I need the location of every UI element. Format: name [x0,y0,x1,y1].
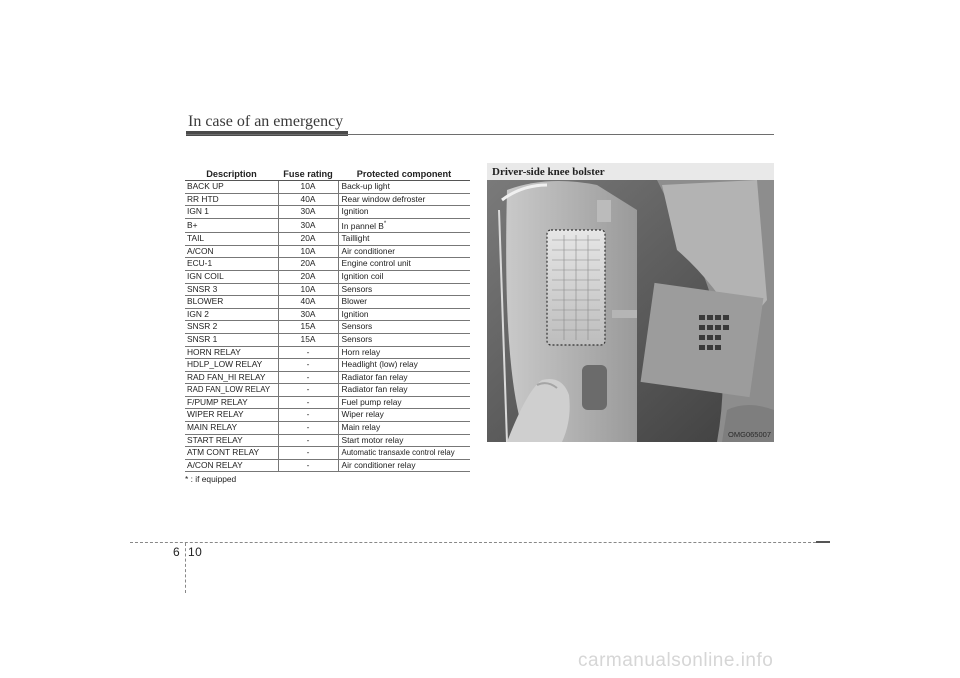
fuse-table-row [185,409,470,422]
header-protected-component: Protected component [338,167,470,181]
protected-component-text: Horn relay [341,346,381,357]
fuse-rating-cell: - [278,459,338,472]
protected-component-cell [338,206,470,219]
fuse-rating-cell: - [278,447,338,460]
fuse-description-cell: SNSR 1 [185,333,278,346]
protected-component-text: Radiator fan relay [341,384,408,395]
protected-component-text: Blower [341,296,368,307]
fuse-description-cell: RR HTD [185,193,278,206]
protected-component-text: Main relay [341,422,381,433]
fuse-table-row [185,321,470,334]
fuse-rating-cell: - [278,346,338,359]
protected-component-text: Back-up light [341,181,390,191]
fuse-table-row [185,296,470,309]
fuse-table-row [185,459,470,472]
protected-component-cell [338,459,470,472]
fuse-description-cell: BACK UP [185,181,278,194]
header-fuse-rating: Fuse rating [278,167,338,181]
fuse-rating-cell: 30A [278,218,338,232]
protected-component-cell [338,346,470,359]
fuse-description-cell: A/CON [185,245,278,258]
fuse-table-row [185,283,470,296]
fuse-rating-cell: 30A [278,206,338,219]
fuse-description-cell: IGN 1 [185,206,278,219]
fuse-table-row [185,206,470,219]
fuse-rating-cell: 10A [278,181,338,194]
protected-component-cell [338,409,470,422]
fuse-table-row [185,359,470,372]
fuse-description-cell: RAD FAN_LOW RELAY [185,384,278,397]
fuse-description-cell: ATM CONT RELAY [185,447,278,460]
protected-component-cell [338,371,470,384]
fuse-rating-cell: 15A [278,321,338,334]
fuse-table-header-row [185,167,470,181]
protected-component-cell [338,270,470,283]
fuse-table [185,167,470,472]
fuse-table-row [185,258,470,271]
protected-component-text: Ignition coil [341,270,384,281]
fuse-description-cell: IGN 2 [185,308,278,321]
fuse-table-row [185,396,470,409]
fuse-description-cell: ECU-1 [185,258,278,271]
footnote-marker: * [383,220,387,227]
protected-component-cell [338,447,470,460]
fuse-rating-cell: - [278,359,338,372]
fuse-description-cell: RAD FAN_HI RELAY [185,371,278,384]
footer-divider [185,543,187,593]
protected-component-text: Ignition [341,308,369,319]
fuse-rating-cell: - [278,434,338,447]
fuse-panel-photo-illustration [487,180,774,442]
protected-component-text: Fuel pump relay [341,396,402,407]
protected-component-cell [338,384,470,397]
protected-component-cell [338,193,470,206]
protected-component-text: Rear window defroster [341,193,426,204]
protected-component-cell [338,396,470,409]
protected-component-text: In pannel B [341,220,384,231]
protected-component-text: Start motor relay [341,434,404,445]
fuse-table-row [185,181,470,194]
fuse-description-cell: START RELAY [185,434,278,447]
fuse-table-body [185,181,470,472]
protected-component-text: Radiator fan relay [341,371,408,382]
protected-component-text: Wiper relay [341,409,384,420]
fuse-rating-cell: 20A [278,270,338,283]
photo-caption: OMG065007 [728,430,771,439]
protected-component-text: Headlight (low) relay [341,359,418,370]
protected-component-cell [338,434,470,447]
fuse-table-row [185,270,470,283]
protected-component-text: Automatic transaxle control relay [341,448,455,458]
protected-component-cell [338,321,470,334]
protected-component-cell [338,233,470,246]
fuse-table-row [185,308,470,321]
fuse-rating-cell: 15A [278,333,338,346]
fuse-panel-photo [487,180,774,442]
fuse-description-cell: SNSR 3 [185,283,278,296]
protected-component-text: Engine control unit [341,258,411,269]
photo-heading: Driver-side knee bolster [492,166,605,178]
footnote: * : if equipped [185,474,237,484]
header-rule [186,134,774,135]
fuse-table-row [185,434,470,447]
protected-component-text: Ignition [341,206,369,217]
footer-rule [130,542,826,544]
photo-panel [487,163,774,442]
protected-component-cell [338,258,470,271]
fuse-rating-cell: - [278,371,338,384]
protected-component-text: Air conditioner [341,245,396,256]
protected-component-cell [338,308,470,321]
fuse-description-cell: WIPER RELAY [185,409,278,422]
fuse-rating-cell: 10A [278,245,338,258]
header-description: Description [185,167,278,181]
protected-component-text: Sensors [341,333,373,344]
fuse-rating-cell: - [278,422,338,435]
protected-component-cell [338,296,470,309]
protected-component-text: Sensors [341,283,373,294]
protected-component-cell [338,283,470,296]
fuse-rating-cell: 20A [278,233,338,246]
fuse-rating-cell: 40A [278,193,338,206]
fuse-table-row [185,346,470,359]
watermark: carmanualsonline.info [578,650,774,671]
fuse-description-cell: MAIN RELAY [185,422,278,435]
fuse-table-row [185,245,470,258]
fuse-description-cell: IGN COIL [185,270,278,283]
fuse-rating-cell: - [278,409,338,422]
fuse-table-row [185,233,470,246]
fuse-rating-cell: 10A [278,283,338,296]
protected-component-cell [338,245,470,258]
protected-component-text: Sensors [341,321,373,332]
section-title: In case of an emergency [188,113,344,130]
fuse-description-cell: HDLP_LOW RELAY [185,359,278,372]
footer-rule-end [816,541,830,543]
fuse-description-cell: F/PUMP RELAY [185,396,278,409]
fuse-table-row [185,422,470,435]
protected-component-text: Air conditioner relay [341,459,416,470]
fuse-table-row [185,371,470,384]
fuse-table-row [185,447,470,460]
section-number: 6 [173,545,180,559]
fuse-table-row [185,333,470,346]
fuse-rating-cell: - [278,396,338,409]
protected-component-cell [338,333,470,346]
fuse-rating-cell: 40A [278,296,338,309]
protected-component-cell [338,181,470,194]
fuse-rating-cell: - [278,384,338,397]
page-number: 10 [188,545,203,559]
protected-component-cell [338,359,470,372]
fuse-description-cell: HORN RELAY [185,346,278,359]
fuse-table-row [185,193,470,206]
fuse-description-cell: A/CON RELAY [185,459,278,472]
fuse-description-cell: SNSR 2 [185,321,278,334]
fuse-description-cell: BLOWER [185,296,278,309]
protected-component-text: Taillight [341,233,370,244]
fuse-table-row [185,384,470,397]
fuse-table-row [185,218,470,232]
fuse-rating-cell: 30A [278,308,338,321]
fuse-rating-cell: 20A [278,258,338,271]
fuse-description-cell: B+ [185,218,278,232]
protected-component-cell [338,218,470,232]
fuse-description-cell: TAIL [185,233,278,246]
protected-component-cell [338,422,470,435]
